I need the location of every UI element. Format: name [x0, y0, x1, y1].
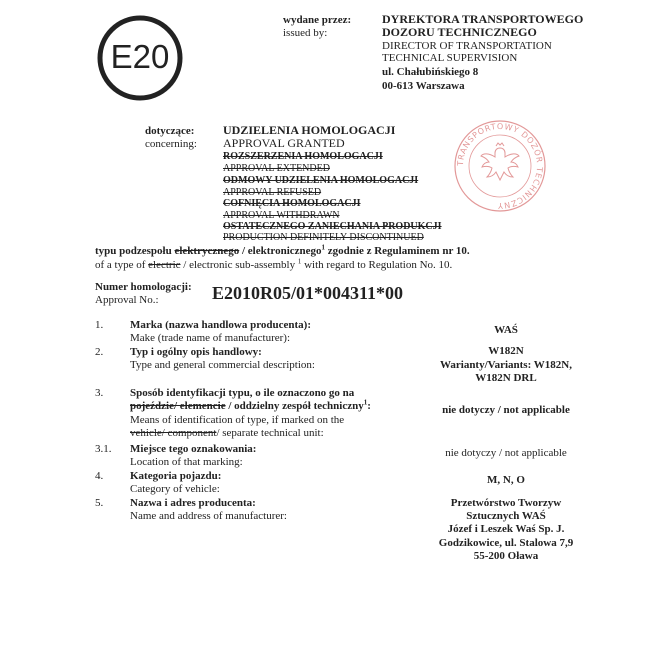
item-3-pl-end: : [367, 400, 371, 412]
issuer-name-pl-1: DYREKTORA TRANSPORTOWEGO [382, 12, 584, 26]
type-line-en-sup: 1 [297, 257, 302, 266]
type-line-pl-sup: 1 [321, 243, 326, 252]
item-3-label-pl-2 [130, 400, 371, 412]
item-5-value-1: Przetwórstwo Tworzyw [450, 497, 562, 509]
concerning-label-en: concerning: [145, 138, 197, 150]
item-2-value-2: Warianty/Variants: W182N, [439, 359, 572, 371]
item-4-number: 4. [95, 470, 104, 482]
item-2-label-en: Type and general commercial description: [130, 359, 315, 371]
issuer-label-pl: wydane przez: [283, 14, 352, 26]
item-5-label-en: Name and address of manufacturer: [130, 510, 287, 522]
item-3-label-en-2 [130, 427, 324, 439]
type-line-en-b: / electronic sub-assembly [180, 259, 298, 271]
approval-refused-en: APPROVAL REFUSED [223, 187, 322, 198]
item-5-value-3: Józef i Leszek Waś Sp. J. [447, 523, 565, 535]
approval-refused-pl: ODMOWY UDZIELENIA HOMOLOGACJI [223, 175, 419, 186]
approval-withdrawn-pl: COFNIĘCIA HOMOLOGACJI [223, 198, 361, 209]
production-discontinued-en: PRODUCTION DEFINITELY DISCONTINUED [223, 232, 424, 243]
item-3-1-number: 3.1. [95, 443, 112, 455]
item-2-label-pl: Typ i ogólny opis handlowy: [130, 346, 262, 358]
approval-label-pl: Numer homologacji: [95, 281, 192, 293]
approval-extended-pl: ROZSZERZENIA HOMOLOGACJI [223, 151, 383, 162]
item-3-1-label-en: Location of that marking: [130, 456, 243, 468]
type-line-pl-b: / elektronicznego [239, 245, 322, 257]
approval-granted-pl: UDZIELENIA HOMOLOGACJI [223, 123, 396, 137]
item-3-pl-strike: pojeździe/ elemencie [130, 400, 226, 412]
eagle-seal-icon [452, 118, 548, 214]
issuer-name-en-1: DIRECTOR OF TRANSPORTATION [382, 40, 552, 52]
approval-granted-en: APPROVAL GRANTED [223, 136, 345, 150]
issuer-name-pl-2: DOZORU TECHNICZNEGO [382, 25, 537, 39]
item-3-number: 3. [95, 387, 104, 399]
item-4-value: M, N, O [487, 474, 525, 486]
approval-withdrawn-en: APPROVAL WITHDRAWN [223, 210, 340, 221]
item-2-value-3: W182N DRL [475, 372, 537, 384]
type-line-en-strike: electric [148, 259, 181, 271]
type-line-pl-c: zgodnie z Regulaminem nr 10. [325, 245, 470, 257]
item-1-label-pl: Marka (nazwa handlowa producenta): [130, 319, 312, 331]
approval-number: E2010R05/01*004311*00 [212, 283, 404, 303]
item-4-label-pl: Kategoria pojazdu: [130, 470, 222, 482]
item-3-en-strike: vehicle/ component [130, 427, 217, 439]
item-3-pl-sup: 1 [363, 398, 368, 407]
issuer-name-en-2: TECHNICAL SUPERVISION [382, 52, 518, 64]
item-3-pl-rest: / oddzielny zespół techniczny [225, 400, 364, 412]
type-line-en-c: with regard to Regulation No. 10. [301, 259, 453, 271]
item-3-1-label-pl: Miejsce tego oznakowania: [130, 443, 257, 455]
item-3-value: nie dotyczy / not applicable [442, 404, 570, 416]
item-5-label-pl: Nazwa i adres producenta: [130, 497, 256, 509]
type-line-pl-a: typu podzespołu [95, 245, 175, 257]
approval-extended-en: APPROVAL EXTENDED [223, 163, 330, 174]
item-5-value-5: 55-200 Oława [473, 550, 539, 562]
item-2-number: 2. [95, 346, 104, 358]
stamp-text: TRANSPORTOWY DOZÓR TECHNICZNY [455, 121, 545, 211]
logo-text: E20 [110, 38, 170, 75]
item-3-en-rest: / separate technical unit: [216, 427, 324, 439]
type-line-en-a: of a type of [95, 259, 149, 271]
type-line-pl [95, 245, 470, 257]
item-5-number: 5. [95, 497, 104, 509]
concerning-label-pl: dotyczące: [145, 125, 195, 137]
item-3-label-pl-1: Sposób identyfikacji typu, o ile oznaczono go na [130, 387, 355, 399]
type-line-pl-strike: elektrycznego [174, 245, 240, 257]
approval-label-en: Approval No.: [95, 294, 159, 306]
item-5-value-4: Godzikowice, ul. Stalowa 7,9 [438, 537, 574, 549]
e20-logo [96, 14, 184, 102]
item-1-value: WAŚ [494, 324, 518, 336]
issuer-label-en: issued by: [283, 27, 328, 39]
official-stamp [452, 118, 548, 214]
production-discontinued-pl: OSTATECZNEGO ZANIECHANIA PRODUKCJI [223, 221, 442, 232]
item-1-number: 1. [95, 319, 104, 331]
issuer-street: ul. Chałubińskiego 8 [382, 66, 479, 78]
item-3-1-value: nie dotyczy / not applicable [445, 447, 567, 459]
type-line-en [95, 259, 452, 271]
item-2-value-1: W182N [488, 345, 524, 357]
item-4-label-en: Category of vehicle: [130, 483, 220, 495]
item-3-label-en-1: Means of identification of type, if marked on the [130, 414, 345, 426]
item-5-value-2: Sztucznych WAŚ [466, 510, 546, 522]
issuer-city: 00-613 Warszawa [382, 80, 465, 92]
item-1-label-en: Make (trade name of manufacturer): [130, 332, 291, 344]
